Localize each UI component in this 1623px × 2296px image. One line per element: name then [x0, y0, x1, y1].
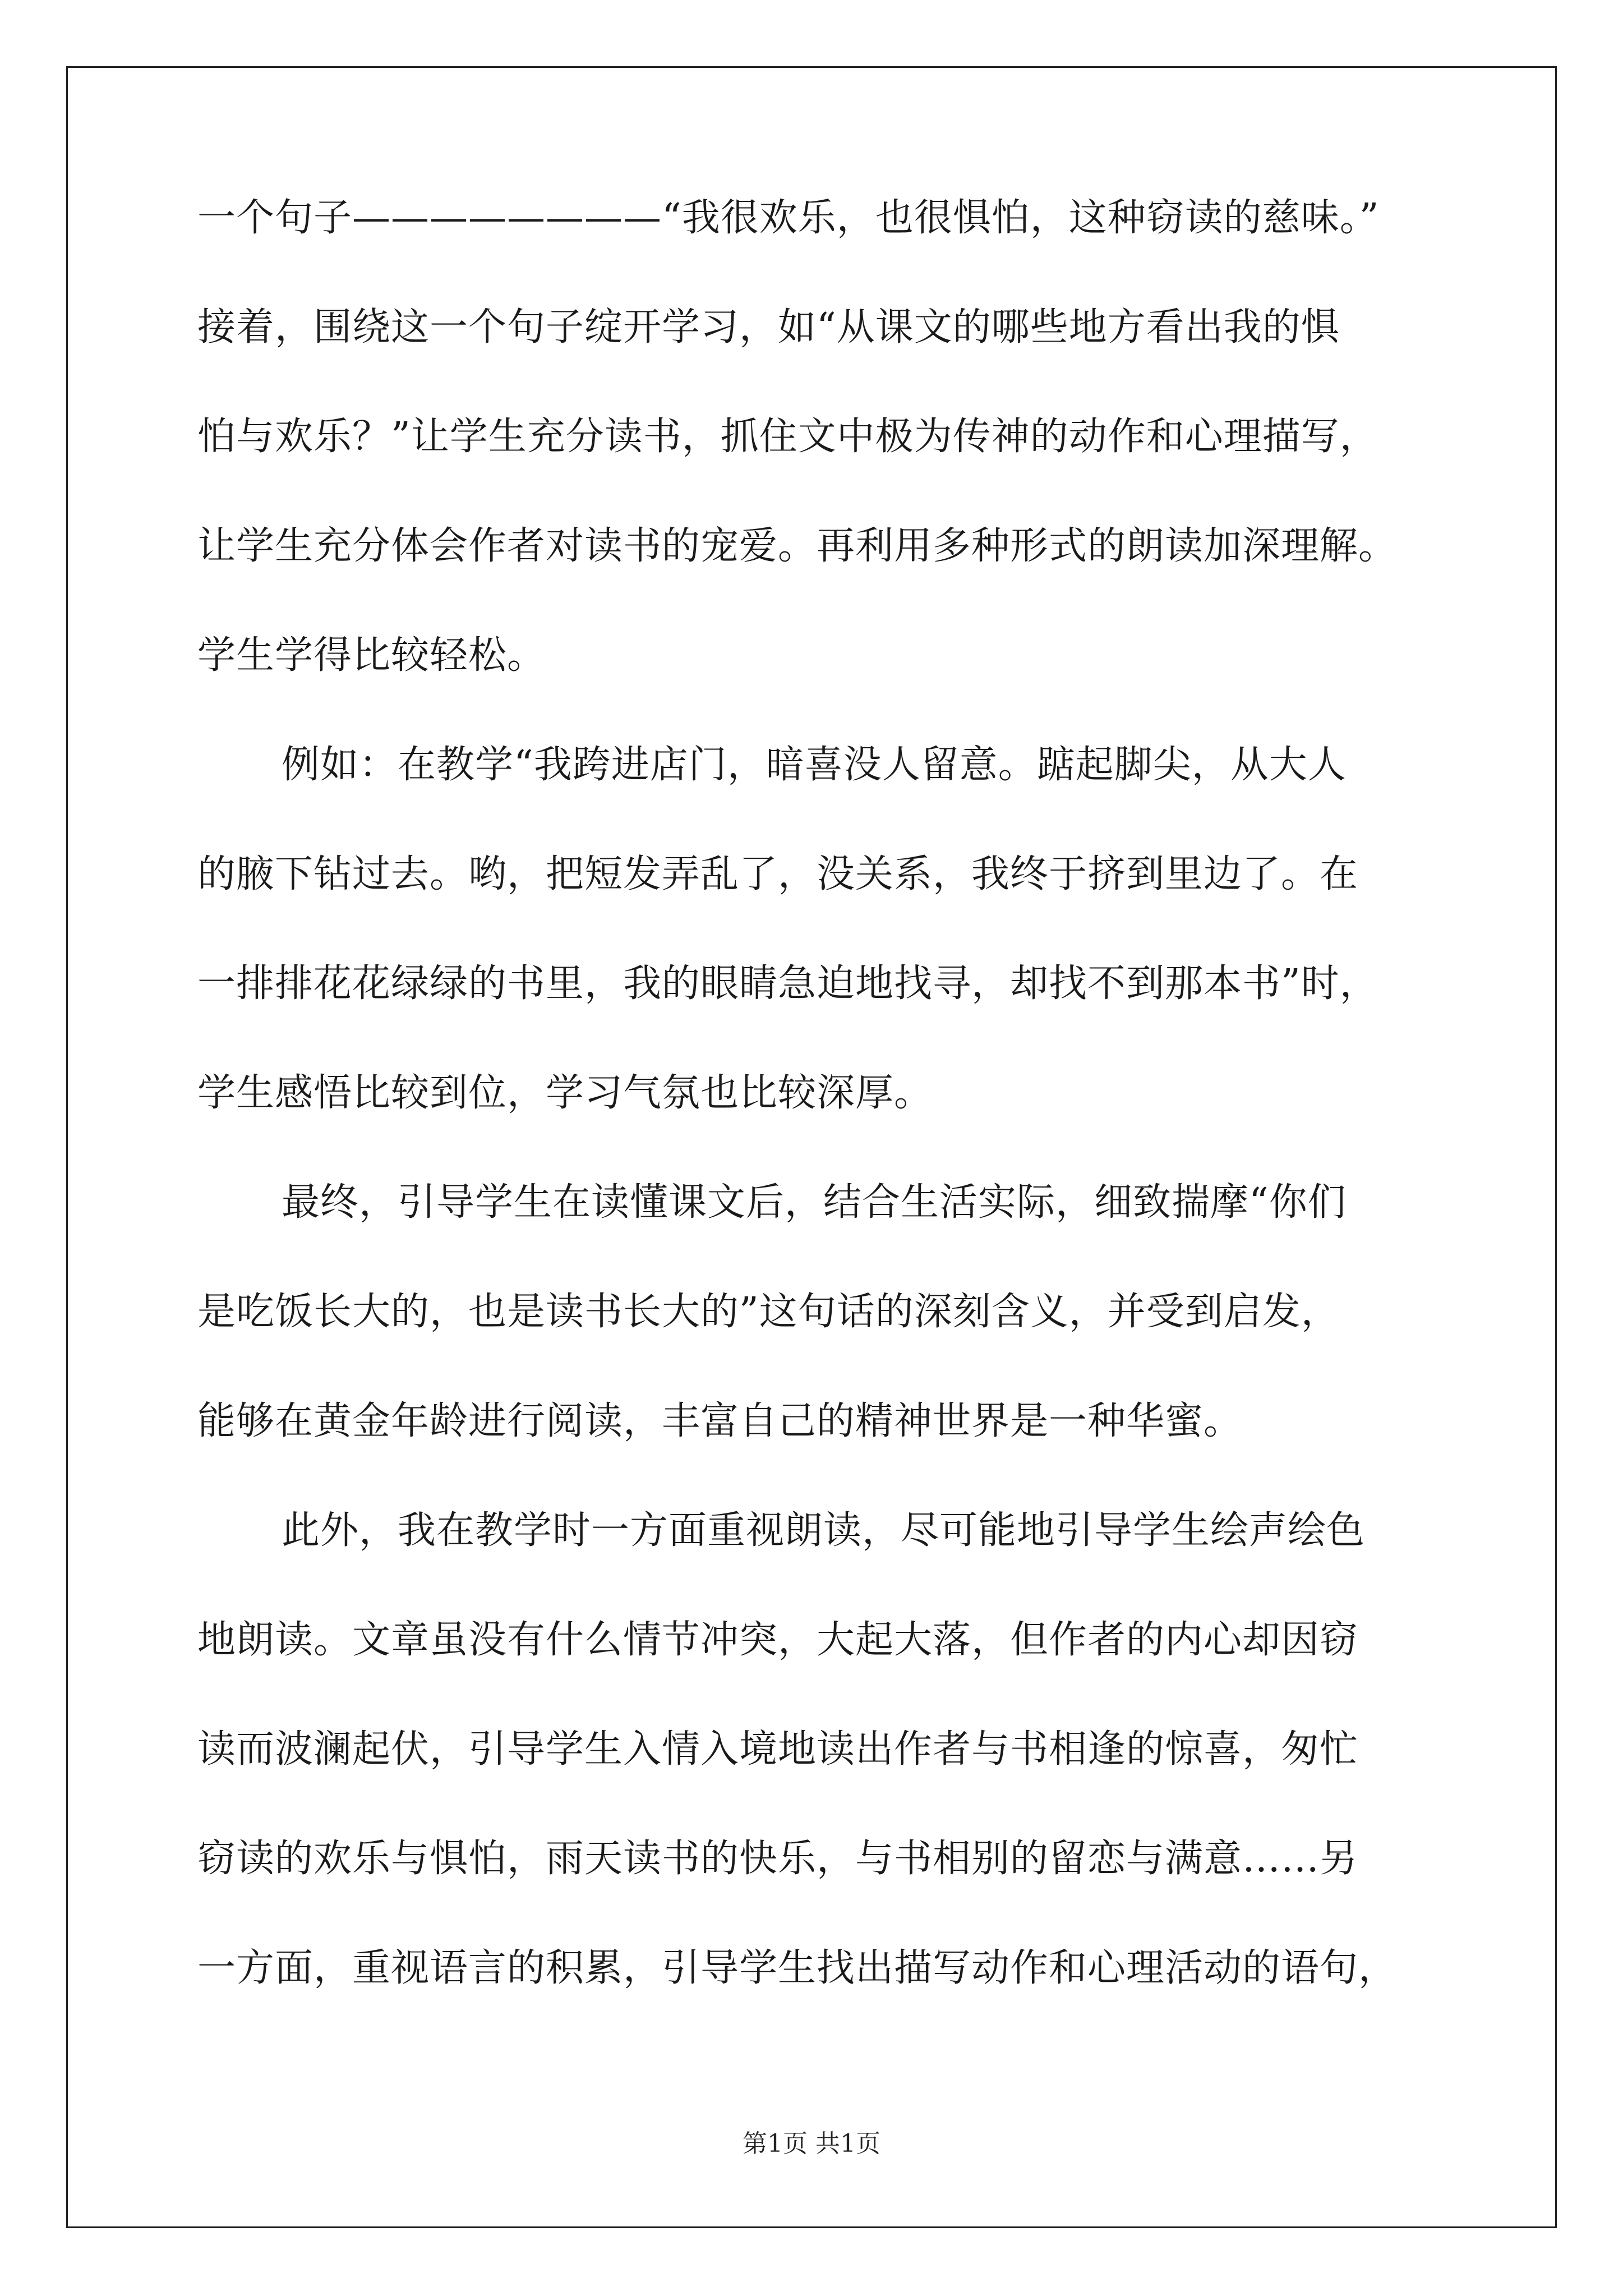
text-line: 怕与欢乐？”让学生充分读书，抓住文中极为传神的动作和心理描写，: [197, 415, 1378, 459]
paragraph-first-line: 例如：在教学“我跨进店门，暗喜没人留意。踮起脚尖，从大人: [282, 743, 1347, 787]
paragraph-first-line: 此外，我在教学时一方面重视朗读，尽可能地引导学生绘声绘色: [282, 1508, 1366, 1553]
text-line: 一个句子————————“我很欢乐，也很惧怕，这种窃读的慈味。”: [197, 196, 1380, 240]
text-line: 的腋下钻过去。哟，把短发弄乱了，没关系，我终于挤到里边了。在: [197, 852, 1359, 896]
document-body: [197, 196, 1448, 2059]
text-line: 窃读的欢乐与惧怕，雨天读书的快乐，与书相别的留恋与满意……另: [197, 1837, 1359, 1881]
text-line: 一排排花花绿绿的书里，我的眼睛急迫地找寻，却找不到那本书”时，: [197, 961, 1378, 1006]
text-line: 接着，围绕这一个句子绽开学习，如“从课文的哪些地方看出我的惧: [197, 305, 1340, 349]
text-line: 读而波澜起伏，引导学生入情入境地读出作者与书相逢的惊喜，匆忙: [197, 1727, 1359, 1772]
text-line: 让学生充分体会作者对读书的宠爱。再利用多种形式的朗读加深理解。: [197, 524, 1398, 568]
text-line: 地朗读。文章虽没有什么情节冲突，大起大落，但作者的内心却因窃: [197, 1618, 1359, 1662]
paragraph-first-line: 最终，引导学生在读懂课文后，结合生活实际，细致揣摩“你们: [282, 1180, 1347, 1225]
page-number-footer: 第1页 共1页: [743, 2129, 880, 2158]
text-line: 一方面，重视语言的积累，引导学生找出描写动作和心理活动的语句，: [197, 1946, 1398, 1990]
text-line: 学生感悟比较到位，学习气氛也比较深厚。: [197, 1071, 933, 1115]
text-line: 学生学得比较轻松。: [197, 633, 546, 678]
text-line: 能够在黄金年龄进行阅读，丰富自己的精神世界是一种华蜜。: [197, 1399, 1243, 1443]
text-line: 是吃饭长大的，也是读书长大的”这句话的深刻含义，并受到启发，: [197, 1290, 1340, 1334]
